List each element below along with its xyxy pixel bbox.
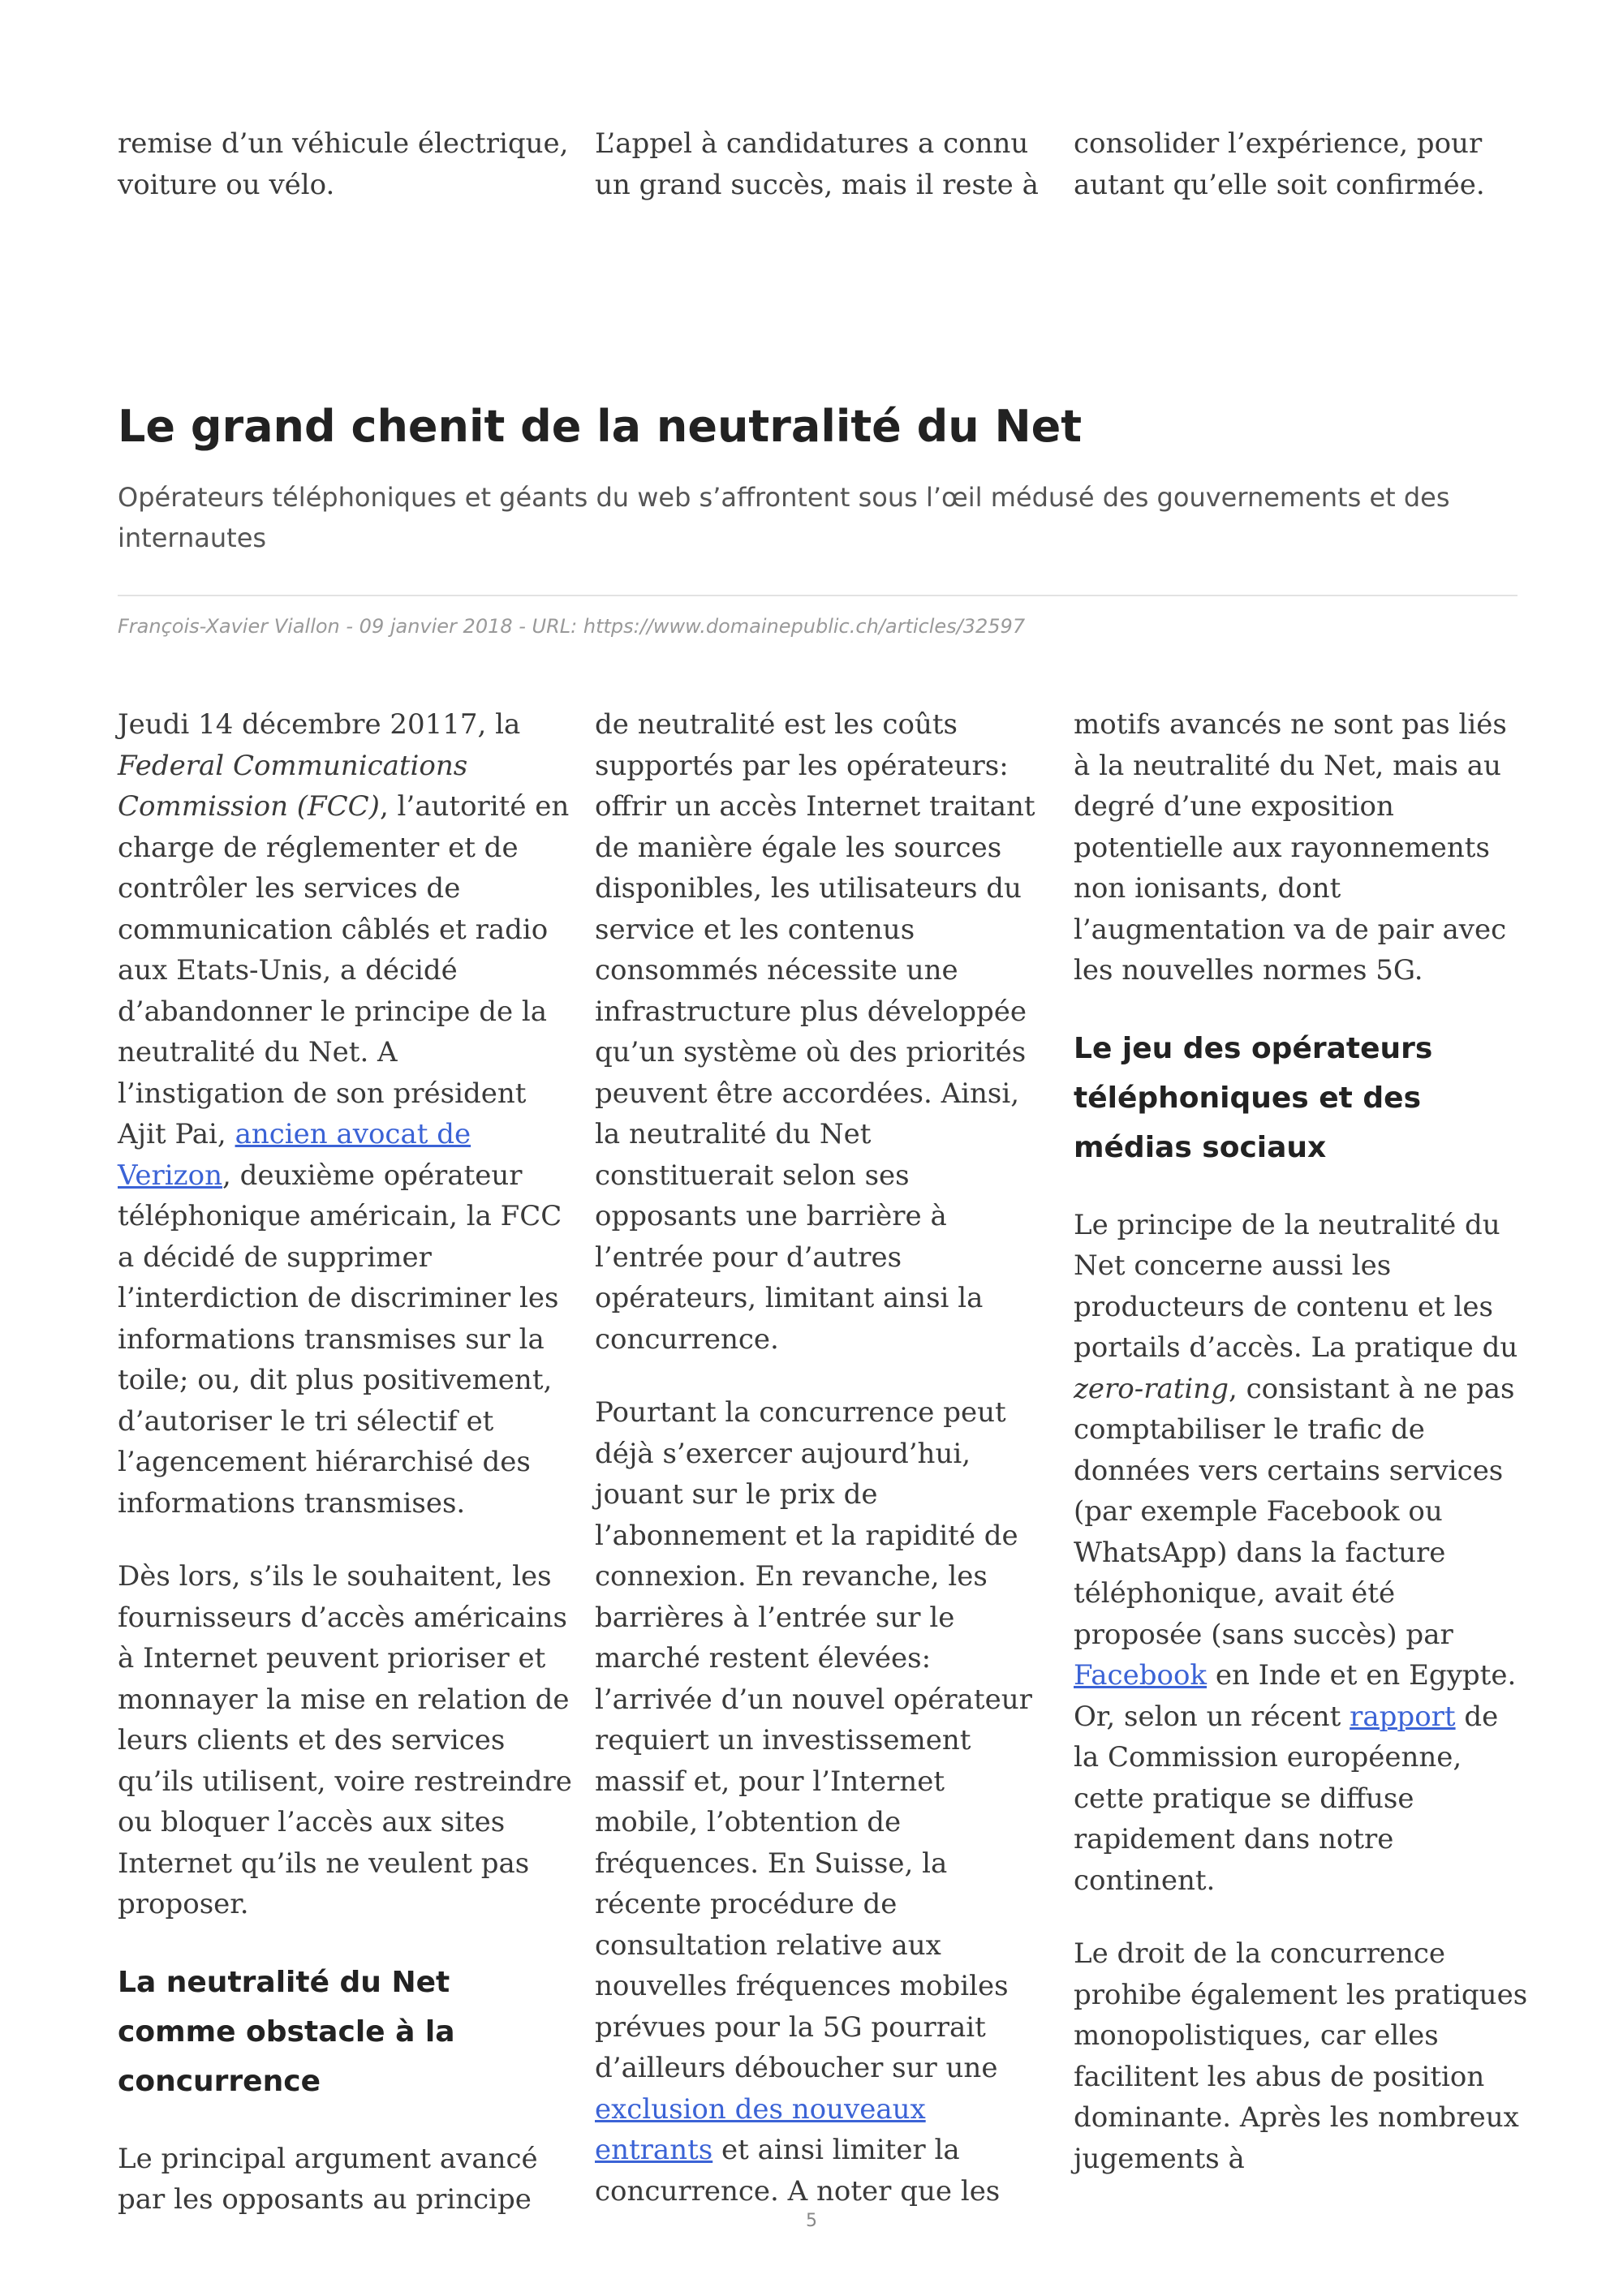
paragraph: L’appel à candidatures a connu un grand succès, mais il reste à [595,127,1039,201]
article-title: Le grand chenit de la neutralité du Net [118,401,1083,452]
text: de la Commission européenne, cette pratique se diffuse rapidement dans notre continent. [1074,1700,1499,1897]
top-fragment-col2 [595,123,1049,238]
paragraph [1074,1205,1528,1902]
text: Le principe de la neutralité du Net concerne aussi les producteurs de contenu et les portails d’accès. La pratique du [1074,1208,1518,1364]
text: , l’autorité en charge de réglementer et de contrôler les services de communication câblés et radio aux Etats-Unis, a décidé d’abandonner le principe de la neutralité du Net. A l’instigation de son président Ajit Pai, [118,790,570,1150]
section-heading: La neutralité du Net comme obstacle à la concurrence [118,1965,455,2098]
text: et ainsi limiter la concurrence. A noter que les [595,2134,1001,2208]
link-rapport[interactable]: rapport [1350,1700,1456,1733]
article-byline: François-Xavier Viallon - 09 janvier 2018 - URL: https://www.domainepublic.ch/articles/32597 [118,615,1026,638]
emphasis-text: Federal Communications Commission (FCC) [118,749,468,823]
article-column-2 [595,704,1049,2244]
paragraph: consolider l’expérience, pour autant qu’elle soit confirmée. [1074,127,1485,201]
page-number: 5 [806,2211,817,2231]
link-ancien-avocat-verizon[interactable]: ancien avocat de Verizon [118,1118,471,1192]
article-subtitle: Opérateurs téléphoniques et géants du web s’affrontent sous l’œil médusé des gouvernements et des internautes [118,482,1450,553]
paragraph [595,1392,1049,2212]
paragraph: remise d’un véhicule électrique, voiture ou vélo. [118,127,569,201]
article-column-3 [1074,704,1528,2212]
paragraph: Dès lors, s’ils le souhaitent, les fournisseurs d’accès américains à Internet peuvent prioriser et monnayer la mise en relation de leurs clients et des services qu’ils utilisent, voire restreindre ou bloquer l’accès aux sites Internet qu’ils ne veulent pas proposer. [118,1560,572,1920]
text: en Inde et en Egypte. Or, selon un récent [1074,1659,1517,1733]
paragraph: motifs avancés ne sont pas liés à la neutralité du Net, mais au degré d’une exposition potentielle aux rayonnements non ionisants, dont l’augmentation va de pair avec les nouvelles normes 5G. [1074,708,1507,987]
link-exclusion-nouveaux-entrants[interactable]: exclusion des nouveaux entrants [595,2092,926,2166]
paragraph: de neutralité est les coûts supportés par les opérateurs: offrir un accès Internet traitant de manière égale les sources disponibles, les utilisateurs du service et les contenus consommés nécessite une infrastructure plus développée qu’un système où des priorités peuvent être accordées. Ainsi, la neutralité du Net constituerait selon ses opposants une barrière à l’entrée pour d’autres opérateurs, limitant ainsi la concurrence. [595,708,1035,1356]
divider [118,595,1518,596]
top-fragment-col1 [118,123,572,238]
text: Jeudi 14 décembre 20117, la [118,708,521,741]
article-column-1 [118,704,572,2253]
link-facebook[interactable]: Facebook [1074,1659,1208,1692]
paragraph: Le droit de la concurrence prohibe également les pratiques monopolistiques, car elles facilitent les abus de position dominante. Après les nombreux jugements à [1074,1937,1528,2175]
text: , consistant à ne pas comptabiliser le trafic de données vers certains services (par exemple Facebook ou WhatsApp) dans la facture téléphonique, avait été proposée (sans succès) par [1074,1372,1515,1651]
emphasis-text: zero-rating [1074,1372,1229,1405]
paragraph [118,704,572,1524]
paragraph: Le principal argument avancé par les opposants au principe [118,2142,538,2216]
text: , deuxième opérateur téléphonique américain, la FCC a décidé de supprimer l’interdiction de discriminer les informations transmises sur la toile; ou, dit plus positivement, d’autoriser le tri sélectif et l’agencement hiérarchisé des informations transmises. [118,1159,562,1520]
text: Pourtant la concurrence peut déjà s’exercer aujourd’hui, jouant sur le prix de l’abonnement et la rapidité de connexion. En revanche, les barrières à l’entrée sur le marché restent élevées: l’arrivée d’un nouvel opérateur requiert un investissement massif et, pour l’Internet mobile, l’obtention de fréquences. En Suisse, la récente procédure de consultation relative aux nouvelles fréquences mobiles prévues pour la 5G pourrait d’ailleurs déboucher sur une [595,1396,1032,2084]
section-heading: Le jeu des opérateurs téléphoniques et des médias sociaux [1074,1031,1433,1164]
top-fragment-col3 [1074,123,1528,238]
